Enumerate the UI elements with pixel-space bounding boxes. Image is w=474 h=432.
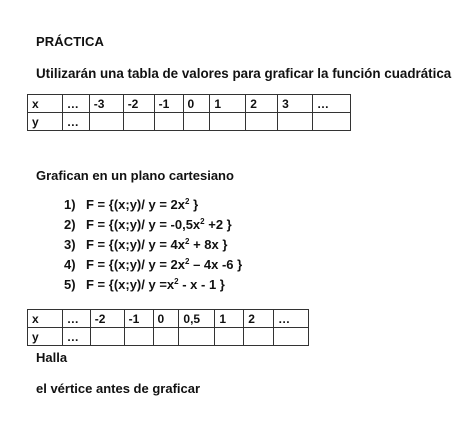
table-cell: 0 xyxy=(153,310,179,328)
table-cell: … xyxy=(62,113,89,131)
table-cell: 2 xyxy=(244,310,274,328)
table-row-y xyxy=(28,328,309,346)
table-cell: 0,5 xyxy=(179,310,215,328)
exponent: 2 xyxy=(185,257,190,266)
vertex-instruction: el vértice antes de graficar xyxy=(36,381,201,396)
table-cell: 1 xyxy=(210,95,246,113)
table-cell xyxy=(278,113,313,131)
page-title: PRÁCTICA xyxy=(36,34,104,49)
table-cell xyxy=(215,328,244,346)
find-label: Halla xyxy=(36,350,68,365)
table-cell xyxy=(313,113,351,131)
function-expr-tail: - x - 1 } xyxy=(178,277,225,292)
table-cell xyxy=(153,328,179,346)
function-expr: F = {(x;y)/ y =x xyxy=(86,277,175,292)
table-row-x xyxy=(28,95,351,113)
exponent: 2 xyxy=(174,277,179,286)
table-cell: -2 xyxy=(90,310,124,328)
table-cell xyxy=(89,113,123,131)
item-number: 3) xyxy=(64,237,76,252)
function-expr-tail: } xyxy=(189,197,199,212)
table-cell: y xyxy=(28,113,63,131)
table-cell: … xyxy=(62,310,90,328)
table-cell xyxy=(123,113,154,131)
function-item xyxy=(64,215,242,235)
values-table-2 xyxy=(27,309,309,346)
function-expr: F = {(x;y)/ y = 2x xyxy=(86,257,185,272)
table-cell xyxy=(124,328,153,346)
function-expr: F = {(x;y)/ y = 4x xyxy=(86,237,185,252)
table-cell xyxy=(244,328,274,346)
table-cell: 0 xyxy=(183,95,210,113)
function-expr-tail: + 8x } xyxy=(189,237,228,252)
table-row-y xyxy=(28,113,351,131)
functions-list xyxy=(64,195,242,295)
table-cell: -1 xyxy=(154,95,183,113)
function-expr: F = {(x;y)/ y = -0,5x xyxy=(86,217,201,232)
table-cell: … xyxy=(62,95,89,113)
values-table-1 xyxy=(27,94,351,131)
function-item xyxy=(64,195,242,215)
table-cell xyxy=(274,328,309,346)
section-heading: Grafican en un plano cartesiano xyxy=(36,168,234,183)
table-cell: 1 xyxy=(215,310,244,328)
table-cell xyxy=(154,113,183,131)
table-cell: … xyxy=(62,328,90,346)
table-cell: -2 xyxy=(123,95,154,113)
table-cell: y xyxy=(28,328,63,346)
function-item xyxy=(64,275,242,295)
table-cell: x xyxy=(28,310,63,328)
exponent: 2 xyxy=(185,237,190,246)
table-cell: 3 xyxy=(278,95,313,113)
table-cell: 2 xyxy=(246,95,278,113)
item-number: 4) xyxy=(64,257,76,272)
function-item xyxy=(64,255,242,275)
table-row-x xyxy=(28,310,309,328)
function-item xyxy=(64,235,242,255)
table-cell: … xyxy=(313,95,351,113)
table-cell: -3 xyxy=(89,95,123,113)
table-cell xyxy=(210,113,246,131)
exponent: 2 xyxy=(185,197,190,206)
table-cell: -1 xyxy=(124,310,153,328)
item-number: 2) xyxy=(64,217,76,232)
table-cell xyxy=(90,328,124,346)
table-cell xyxy=(179,328,215,346)
function-expr-tail: – 4x -6 } xyxy=(189,257,243,272)
function-expr: F = {(x;y)/ y = 2x xyxy=(86,197,185,212)
item-number: 1) xyxy=(64,197,76,212)
table-cell: x xyxy=(28,95,63,113)
instruction-text: Utilizarán una tabla de valores para graficar la función cuadrática xyxy=(36,66,452,81)
table-cell: … xyxy=(274,310,309,328)
function-expr-tail: +2 } xyxy=(204,217,232,232)
table-cell xyxy=(183,113,210,131)
item-number: 5) xyxy=(64,277,76,292)
table-cell xyxy=(246,113,278,131)
exponent: 2 xyxy=(200,217,205,226)
